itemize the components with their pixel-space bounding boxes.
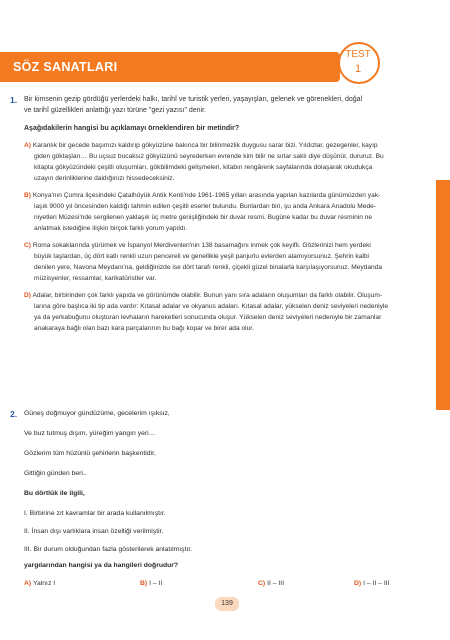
option-line: laşık 9000 yıl öncesinden kaldığı tahmin edilen çeşitli eserler bulundu. Bunlardan biri, şu anda Ankara Anadolu Mede- — [34, 203, 376, 210]
answer-option-b[interactable] — [140, 580, 162, 587]
option-letter: B) — [140, 580, 148, 587]
question-text: Aşağıdakilerin hangisi bu açıklamayı örneklendiren bir metindir? — [24, 125, 240, 132]
poem-line: Gittiğin günden beri.. — [24, 470, 87, 477]
option-line: uzayın derinliklerine daldığınızı hissedeceksiniz. — [34, 175, 175, 182]
option-letter: D) — [354, 580, 362, 587]
page-number: 139 — [215, 597, 239, 611]
side-tab-label: BECERİ TEMELLİ SORULAR — [418, 251, 425, 349]
option-line: Karanlık bir gecede başımızı kaldırıp gökyüzüne bakınca bir bilinmezlik duygusu sarar bizi. Yıldızlar, gezegenler, kayıp — [32, 142, 378, 149]
option-a[interactable] — [24, 140, 429, 184]
option-line: giden göktaşları… Bu uçsuz bucaksız gökyüzünü seyrederken evrende kim bilir ne sırlar saklı diye düşünür, dururuz. Bu — [34, 153, 384, 160]
option-line: kitapta gökyüzündeki çeşitli oluşumları, gökbilimdeki gelişmeleri, kitabın rengârenk sayfalarında dolaşarak okudukça — [34, 164, 373, 171]
option-line: büyük taşlardan, üç dört katlı renkli uzun pencereli ve genellikle yeşil panjurlu evlerden alamıyorsunuz. Şehrin kalbi — [34, 253, 369, 260]
option-text: I – II – III — [363, 580, 390, 587]
option-letter: B) — [24, 192, 31, 199]
question-intro-line: ve tarihî güzellikleri anlattığı yazı türüne "gezi yazısı" denir. — [24, 107, 207, 114]
option-d[interactable] — [24, 290, 429, 334]
option-text: Yalnız I — [32, 580, 56, 587]
side-tab — [436, 180, 450, 410]
answer-option-c[interactable] — [258, 580, 284, 587]
statement-item: I. Birbirine zıt kavramlar bir arada kullanılmıştır. — [24, 510, 166, 517]
option-line: niyetleri Müzesi'nde sergilenen yaklaşık üç metre genişliğindeki bir duvar resmi. Bugüne kadar bu duvar resminin ne — [34, 214, 373, 221]
answer-option-d[interactable] — [354, 580, 390, 587]
statement-item: III. Bir durum olduğundan fazla gösterilerek anlatılmıştır. — [24, 546, 193, 553]
statement-item: II. İnsan dışı varlıklara insan özelliği verilmiştir. — [24, 528, 164, 535]
test-number: 1 — [354, 63, 362, 75]
option-line: müzisyenler, ressamlar, karikatüristler var. — [34, 275, 157, 282]
question-text: yargılarından hangisi ya da hangileri doğrudur? — [24, 562, 179, 569]
option-letter: D) — [24, 292, 31, 299]
option-letter: A) — [24, 142, 31, 149]
option-line: Roma sokaklarında yürümek ve İspanyol Merdivenleri'nin 138 basamağını inmek çok keyifli. Gözlerinizi hem yerdeki — [32, 242, 371, 249]
option-text: II – III — [267, 580, 285, 587]
option-line: Konya'nın Çumra ilçesindeki Çatalhöyük Antik Kenti'nde 1961-1965 yılları arasında yapılan kazılarda günümüzden yak- — [32, 192, 381, 199]
option-b[interactable] — [24, 190, 429, 234]
answer-option-a[interactable] — [24, 580, 55, 587]
question-number: 1. — [10, 95, 18, 105]
poem-line: Güneş doğmuyor gündüzüme, gecelerim ışıksız, — [24, 410, 170, 417]
option-text: I – II — [149, 580, 163, 587]
question-number: 2. — [10, 409, 18, 419]
option-line: ya da yerkabuğunu oluşturan levhaların hareketleri sonucunda oluşur. Yükselen deniz seviyeleri nedeniyle bir zamanlar — [34, 314, 382, 321]
poem-line: Gözlerim tüm hüzünlü şehirlerin başkentidir, — [24, 450, 156, 457]
option-line: anlatmak istediğine ilişkin birçok farklı yorum yapıldı. — [34, 225, 188, 232]
option-letter: C) — [24, 242, 31, 249]
poem-line: Ve buz tutmuş dışım, yüreğim yangın yeri… — [24, 430, 156, 437]
section-title: SÖZ SANATLARI — [13, 60, 118, 74]
question-intro — [24, 94, 424, 116]
test-label: TEST — [345, 49, 371, 60]
option-c[interactable] — [24, 240, 429, 284]
option-letter: A) — [24, 580, 32, 587]
question-intro-line: Bir kimsenin gezip gördüğü yerlerdeki halkı, tarihî ve turistik yerleri, yaşayışları, gelenek ve görenekleri, doğal — [24, 96, 363, 103]
option-line: anakaraya bağlı olan bazı kara parçalarının bu bağı kopar ve birer ada olur. — [34, 325, 254, 332]
option-line: larına göre başlıca iki tip ada vardır: Kıtasal adalar ve okyanus adaları. Kıtasal adalar, yükselen deniz seviyeleri nedeniyle — [34, 303, 389, 310]
option-line: denilen yere, Navona Meydanı'na, geldiğinizde ise dört tarafı renkli, çiçekli güzel binalarla karşılaşıyorsunuz. Meydanda — [34, 264, 382, 271]
option-line: Adalar, birbirinden çok farklı yapıda ve görünümde olabilir. Bunun yanı sıra adaların oluşumları da farklı olabilir. Oluşum- — [32, 292, 383, 299]
option-letter: C) — [258, 580, 266, 587]
question-stem: Bu dörtlük ile ilgili, — [24, 490, 85, 497]
